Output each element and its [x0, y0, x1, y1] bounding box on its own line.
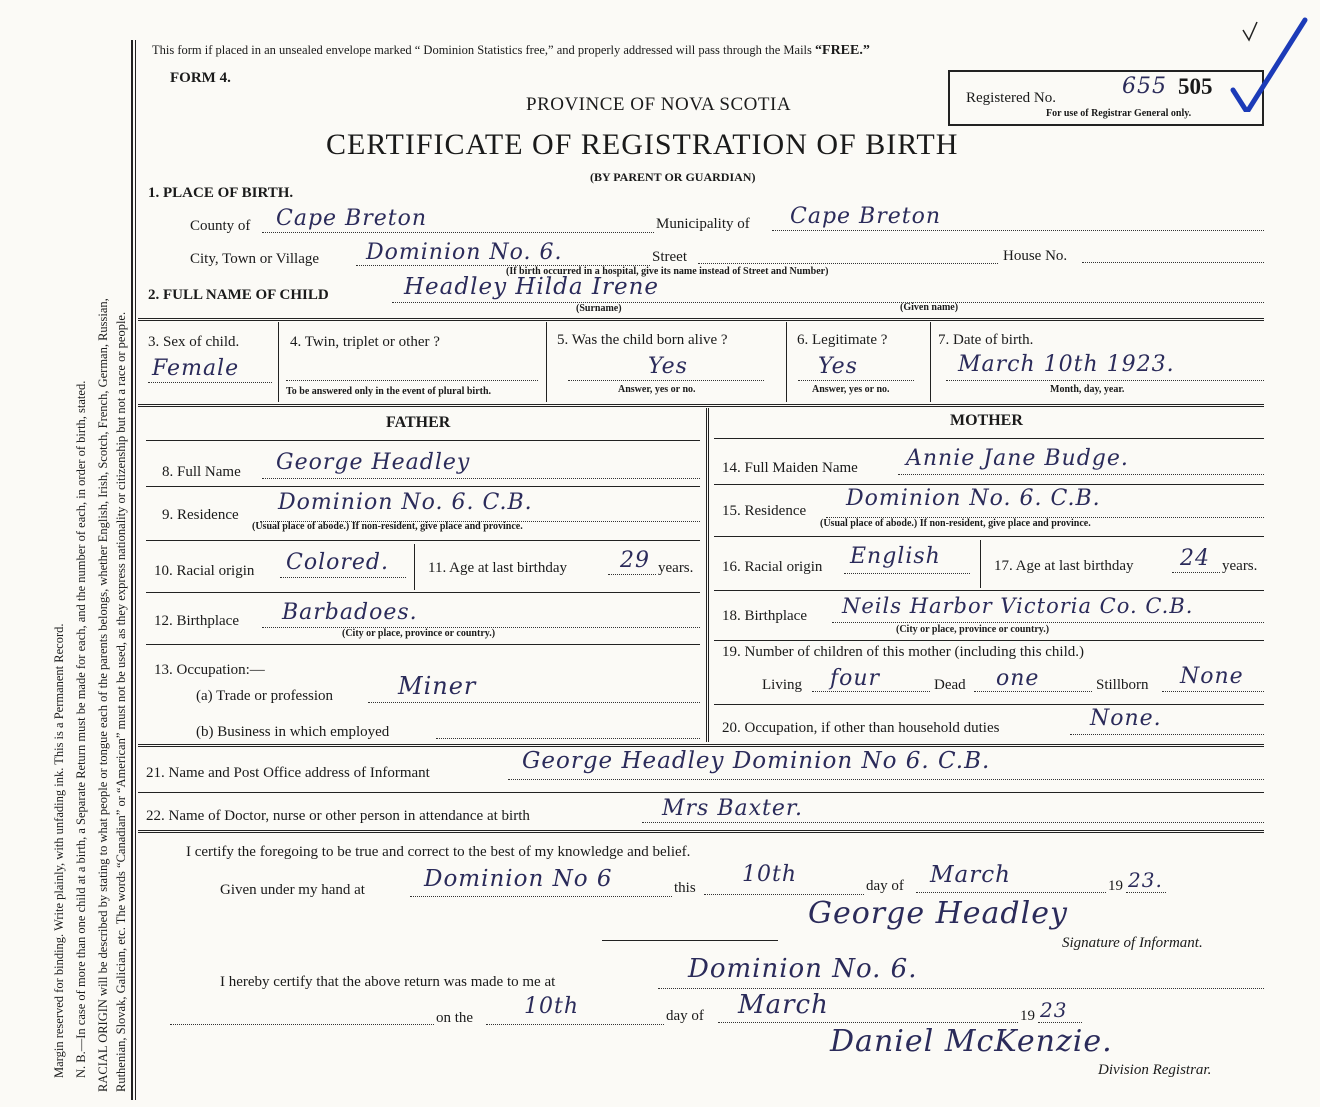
surname-note: (Surname) — [576, 303, 622, 314]
margin-rule — [131, 40, 133, 1100]
father-residence-note: (Usual place of abode.) If non-resident, give place and province. — [252, 521, 523, 532]
alive-label: 5. Was the child born alive ? — [557, 332, 728, 348]
margin-note-plural: N. B.—In case of more than one child at a birth, a Separate Return must be made for each, and the number of each, in order of birth, stated. — [74, 380, 88, 1078]
mother-birthplace-label: 18. Birthplace — [722, 608, 807, 624]
father-age-value: 29 — [620, 548, 650, 573]
registrar-statement: I hereby certify that the above return was made to me at — [220, 974, 556, 990]
father-race-value: Colored. — [286, 550, 389, 575]
legitimate-note: Answer, yes or no. — [812, 384, 890, 395]
father-race-divider — [414, 544, 415, 590]
father-trade-value: Miner — [398, 672, 477, 700]
given-name-note: (Given name) — [900, 302, 959, 313]
registrar-blank-line — [170, 1024, 434, 1025]
vrule-b — [546, 322, 547, 402]
living-line — [812, 691, 930, 692]
vrule-a — [278, 322, 279, 402]
father-birthplace-value: Barbadoes. — [282, 600, 418, 625]
municipality-line — [772, 230, 1264, 231]
father-residence-label: 9. Residence — [162, 507, 239, 523]
child-name-label: 2. FULL NAME OF CHILD — [148, 287, 329, 303]
vrule-d — [930, 322, 931, 402]
living-value: four — [830, 666, 881, 691]
twin-note: To be answered only in the event of plural birth. — [286, 386, 492, 397]
given-place-value: Dominion No 6 — [424, 866, 613, 892]
father-age-label: 11. Age at last birthday — [428, 560, 567, 576]
registrar-year-value: 23 — [1040, 998, 1068, 1022]
father-business-label: (b) Business in which employed — [196, 724, 390, 740]
child-name-line — [392, 302, 1264, 303]
on-the-label: on the — [436, 1010, 474, 1026]
mother-occupation-value: None. — [1090, 706, 1162, 731]
certificate-title: CERTIFICATE OF REGISTRATION OF BIRTH — [326, 128, 959, 161]
father-age-line — [608, 574, 656, 575]
certify-statement: I certify the foregoing to be true and correct to the best of my knowledge and belief. — [186, 844, 691, 860]
mother-residence-label: 15. Residence — [722, 503, 807, 519]
given-day-value: 10th — [742, 862, 798, 887]
father-heading: FATHER — [386, 414, 451, 431]
registered-box — [948, 70, 1264, 126]
split-rule — [706, 408, 709, 742]
registrar-signature-label: Division Registrar. — [1098, 1062, 1212, 1078]
sex-line — [148, 382, 272, 383]
mother-name-value: Annie Jane Budge. — [906, 446, 1129, 471]
child-name-value: Headley Hilda Irene — [404, 274, 660, 300]
mother-rule-3 — [714, 590, 1264, 591]
this-label: this — [674, 880, 696, 896]
street-line — [698, 263, 998, 264]
father-occupation-label: 13. Occupation:— — [154, 662, 265, 678]
given-year-prefix: 19 — [1108, 878, 1123, 894]
registered-number-printed: 505 — [1178, 74, 1213, 99]
informant-label: 21. Name and Post Office address of Informant — [146, 765, 430, 781]
given-month-line — [916, 892, 1106, 893]
father-rule-0 — [146, 440, 700, 441]
father-trade-line — [368, 702, 700, 703]
informant-line — [508, 779, 1264, 780]
informant-signature-label: Signature of Informant. — [1062, 935, 1203, 951]
dead-value: one — [996, 666, 1040, 691]
mother-occupation-label: 20. Occupation, if other than household duties — [722, 720, 1000, 736]
mother-birthplace-line — [832, 622, 1264, 623]
registrar-year-line — [1038, 1022, 1082, 1023]
father-birthplace-label: 12. Birthplace — [154, 613, 239, 629]
registrar-day-value: 10th — [524, 994, 580, 1019]
province-name: PROVINCE OF NOVA SCOTIA — [526, 94, 792, 115]
given-label: Given under my hand at — [220, 882, 365, 898]
given-day-line — [704, 894, 864, 895]
mother-race-line — [844, 573, 970, 574]
given-year-value: 23. — [1128, 868, 1163, 892]
registrar-signature: Daniel McKenzie. — [830, 1024, 1113, 1059]
mother-age-label: 17. Age at last birthday — [994, 558, 1134, 574]
mother-children-label: 19. Number of children of this mother (including this child.) — [722, 644, 1085, 660]
stillborn-label: Stillborn — [1096, 677, 1149, 693]
alive-line — [568, 380, 764, 381]
check-mark-icon — [1225, 12, 1315, 112]
house-label: House No. — [1003, 248, 1068, 264]
margin-note-binding: Margin reserved for binding. Write plainly, with unfading ink. This is a Permanent Record. — [52, 623, 66, 1078]
father-years-label: years. — [658, 560, 694, 576]
twin-line — [286, 380, 538, 381]
county-value: Cape Breton — [276, 206, 428, 231]
mother-age-value: 24 — [1180, 546, 1210, 571]
mother-race-value: English — [850, 544, 941, 569]
mother-name-label: 14. Full Maiden Name — [722, 460, 858, 476]
legitimate-value: Yes — [818, 354, 858, 379]
municipality-value: Cape Breton — [790, 204, 942, 229]
father-race-label: 10. Racial origin — [154, 563, 255, 579]
certificate-subtitle: (BY PARENT OR GUARDIAN) — [590, 170, 756, 184]
registrar-place-value: Dominion No. 6. — [688, 954, 918, 984]
living-label: Living — [762, 677, 802, 693]
mother-heading: MOTHER — [950, 412, 1023, 429]
registered-label: Registered No. — [966, 90, 1056, 106]
alive-value: Yes — [648, 354, 688, 379]
rule-2 — [138, 404, 1264, 407]
registrar-month-line — [718, 1022, 1018, 1023]
father-birthplace-note: (City or place, province or country.) — [342, 628, 496, 639]
stillborn-value: None — [1180, 664, 1244, 689]
mother-name-line — [898, 474, 1264, 475]
municipality-label: Municipality of — [656, 216, 750, 232]
given-year-line — [1126, 892, 1166, 893]
father-trade-label: (a) Trade or profession — [196, 688, 334, 704]
registered-number-hand: 655 — [1122, 74, 1167, 99]
registrar-day-line — [486, 1024, 664, 1025]
registrar-year-prefix: 19 — [1020, 1008, 1035, 1024]
rule-4 — [138, 792, 1264, 793]
form-number: FORM 4. — [170, 70, 231, 86]
registrar-month-value: March — [738, 990, 829, 1020]
mother-race-divider — [980, 540, 981, 588]
house-line — [1082, 262, 1264, 263]
father-rule-1 — [146, 486, 700, 487]
father-rule-4 — [146, 644, 700, 645]
place-of-birth-label: 1. PLACE OF BIRTH. — [148, 185, 294, 201]
dead-label: Dead — [934, 677, 966, 693]
mother-rule-5 — [714, 704, 1264, 705]
father-residence-value: Dominion No. 6. C.B. — [278, 490, 533, 515]
rule-1 — [138, 318, 1264, 321]
county-line — [262, 232, 654, 233]
father-rule-2 — [146, 540, 700, 541]
mother-birthplace-note: (City or place, province or country.) — [896, 624, 1050, 635]
mother-birthplace-value: Neils Harbor Victoria Co. C.B. — [842, 594, 1194, 618]
hospital-note: (If birth occurred in a hospital, give its name instead of Street and Number) — [506, 266, 829, 277]
mother-residence-note: (Usual place of abode.) If non-resident, give place and province. — [820, 518, 1091, 529]
doctor-line — [642, 822, 1264, 823]
given-day-of-label: day of — [866, 878, 904, 894]
father-rule-3 — [146, 592, 700, 593]
given-place-line — [410, 896, 672, 897]
dob-line — [946, 380, 1264, 381]
informant-signature: George Headley — [808, 896, 1068, 931]
mother-age-line — [1172, 572, 1220, 573]
legitimate-label: 6. Legitimate ? — [797, 332, 888, 348]
twin-label: 4. Twin, triplet or other ? — [290, 334, 440, 350]
given-month-value: March — [930, 862, 1011, 888]
sex-label: 3. Sex of child. — [148, 334, 240, 350]
dead-line — [974, 691, 1092, 692]
informant-value: George Headley Dominion No 6. C.B. — [522, 748, 991, 774]
father-name-label: 8. Full Name — [162, 464, 241, 480]
rule-5 — [138, 830, 1264, 833]
mother-race-label: 16. Racial origin — [722, 559, 823, 575]
stillborn-line — [1162, 691, 1264, 692]
sex-value: Female — [152, 356, 240, 381]
margin-note-racial-2: Ruthenian, Slovak, Galician, etc. The words “Canadian” or “American” must not be used, as they express nationality or citizenship but not a race or people. — [114, 311, 128, 1092]
mother-rule-2 — [714, 536, 1264, 537]
mother-rule-1 — [714, 484, 1264, 485]
mail-notice: This form if placed in an unsealed envelope marked “ Dominion Statistics free,” and properly addressed will pass through the Mails “FREE.” — [152, 43, 870, 58]
doctor-label: 22. Name of Doctor, nurse or other person in attendance at birth — [146, 808, 530, 824]
street-label: Street — [652, 249, 687, 265]
mother-years-label: years. — [1222, 558, 1258, 574]
registrar-day-of-label: day of — [666, 1008, 704, 1024]
mother-occupation-line — [1070, 734, 1264, 735]
city-value: Dominion No. 6. — [366, 240, 563, 265]
alive-note: Answer, yes or no. — [618, 384, 696, 395]
city-label: City, Town or Village — [190, 251, 320, 267]
father-name-line — [262, 478, 700, 479]
father-business-line — [436, 738, 700, 739]
dob-value: March 10th 1923. — [958, 352, 1175, 377]
margin-rule-inner — [135, 40, 136, 1100]
mother-residence-value: Dominion No. 6. C.B. — [846, 486, 1101, 511]
rule-3 — [138, 744, 1264, 747]
informant-sig-rule — [602, 940, 778, 941]
dob-label: 7. Date of birth. — [938, 332, 1034, 348]
mother-rule-4 — [714, 640, 1264, 641]
mother-rule-0 — [714, 438, 1264, 439]
registrar-note: For use of Registrar General only. — [1046, 108, 1192, 119]
doctor-value: Mrs Baxter. — [662, 796, 803, 821]
county-label: County of — [190, 218, 251, 234]
legitimate-line — [798, 380, 914, 381]
margin-note-racial: RACIAL ORIGIN will be described by stating to what people or tongue each of the parents belongs, whether English, Irish, Scotch, French, German, Russian, — [96, 298, 110, 1092]
dob-note: Month, day, year. — [1050, 384, 1125, 395]
vrule-c — [786, 322, 787, 402]
father-race-line — [280, 577, 406, 578]
father-name-value: George Headley — [276, 450, 471, 475]
registrar-place-line — [658, 988, 1264, 989]
